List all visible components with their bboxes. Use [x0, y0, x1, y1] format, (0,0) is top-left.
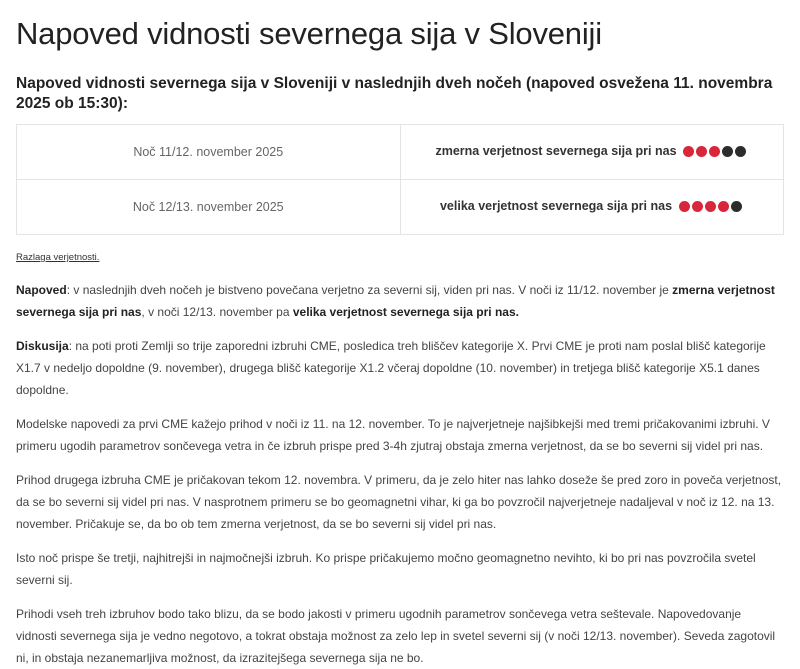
probability-dot-filled [705, 201, 716, 212]
forecast-table [16, 124, 784, 235]
page-title: Napoved vidnosti severnega sija v Sloveniji [16, 16, 602, 51]
forecast-probability: zmerna verjetnost severnega sija pri nas [435, 144, 677, 158]
probability-dot-filled [679, 201, 690, 212]
body-paragraph: Modelske napovedi za prvi CME kažejo prihod v noči iz 11. na 12. november. To je najverjetneje najšibkejši med tremi pričakovanimi izbruhi. V primeru ugodih parametrov sončevega vetra in če izbruh prispe pred 3-4h zjutraj obstaja zmerna verjetnost, da se bo severni sij videl pri nas. [16, 417, 770, 453]
forecast-probability-cell [400, 125, 784, 180]
forecast-probability-cell [400, 180, 784, 235]
probability-dot-filled [696, 146, 707, 157]
diskusija-label: Diskusija [16, 339, 69, 353]
napoved-text: , v noči 12/13. november pa [141, 305, 293, 319]
body-paragraph: Isto noč prispe še tretji, najhitrejši in najmočnejši izbruh. Ko prispe pričakujemo močno geomagnetno nevihto, ki bo pri nas povzročila svetel severni sij. [16, 551, 756, 587]
probability-dots [679, 201, 744, 215]
probability-dot-empty [735, 146, 746, 157]
forecast-night: Noč 12/13. november 2025 [17, 180, 401, 235]
diskusija-text: : na poti proti Zemlji so trije zaporedni izbruhi CME, posledica treh bliščev kategorije X. Prvi CME je proti nam poslal blišč kategorije X1.7 v nedeljo dopoldne (9. november), drugega blišč kategorije X1.2 včeraj dopoldne (10. november) in tretjega blišč kategorije X5.1 danes dopoldne. [16, 339, 766, 397]
body-paragraph: Prihod drugega izbruha CME je pričakovan tekom 12. novembra. V primeru, da je zelo hiter nas lahko doseže še pred zoro in poveča verjetnost, da se bo severni sij videl pri nas. V nasprotnem primeru se bo geomagnetni vihar, ki ga bo povzročil najverjetneje nadaljeval v noč iz 12. na 13. november. Pričakuje se, da bo ob tem zmerna verjetnost, da se bo severni sij videl pri nas. [16, 473, 782, 531]
forecast-probability: velika verjetnost severnega sija pri nas [439, 199, 673, 213]
probability-legend-link[interactable]: Razlaga verjetnosti. [16, 252, 100, 263]
forecast-row [17, 180, 784, 235]
probability-dot-filled [692, 201, 703, 212]
forecast-row [17, 125, 784, 180]
forecast-paragraph [16, 279, 784, 323]
discussion-paragraph [16, 335, 784, 401]
probability-dots [683, 146, 748, 160]
napoved-highlight-1: zmerna verjetnost severnega sija pri nas [16, 283, 775, 319]
forecast-night: Noč 11/12. november 2025 [17, 125, 401, 180]
napoved-label: Napoved [16, 283, 67, 297]
napoved-highlight-2: velika verjetnost severnega sija pri nas. [292, 305, 519, 319]
forecast-heading: Napoved vidnosti severnega sija v Sloveniji v naslednjih dveh nočeh (napoved osvežena 11. novembra 2025 ob 15:30): [16, 75, 773, 112]
probability-dot-filled [683, 146, 694, 157]
probability-dot-filled [718, 201, 729, 212]
probability-dot-empty [731, 201, 742, 212]
probability-dot-empty [722, 146, 733, 157]
body-paragraph: Prihodi vseh treh izbruhov bodo tako blizu, da se bodo jakosti v primeru ugodnih parametrov sončevega vetra seštevale. Napovedovanje vidnosti severnega sija je vedno negotovo, a tokrat obstaja možnost za zelo lep in svetel severni sij (v noči 12/13. november). Seveda zagotovil ni, in obstaja nezanemarljiva možnost, da izrazitejšega severnega sija ne bo. [16, 607, 776, 665]
napoved-text: : v naslednjih dveh nočeh je bistveno povečana verjetno za severni sij, viden pri nas. V noči iz 11/12. november je [66, 283, 673, 297]
probability-dot-filled [709, 146, 720, 157]
